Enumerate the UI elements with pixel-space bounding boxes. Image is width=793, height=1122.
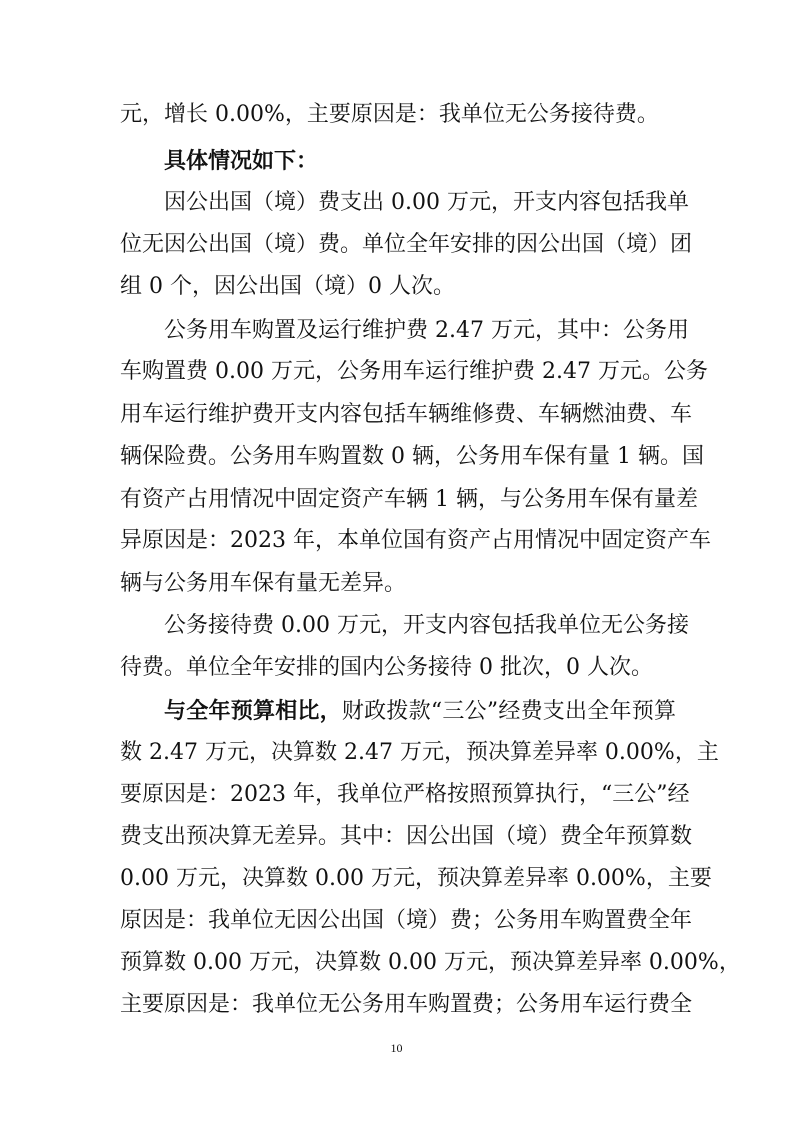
text-line: 辆保险费。公务用车购置数 0 辆，公务用车保有量 1 辆。国 [120,444,704,469]
text-line [164,696,676,726]
text-line: 数 2.47 万元，决算数 2.47 万元，预决算差异率 0.00%，主 [120,740,719,765]
section-heading [164,146,676,176]
text-line: 位无因公出国（境）费。单位全年安排的因公出国（境）团 [120,232,693,257]
text-line: 要原因是：2023 年，我单位严格按照预算执行，“三公”经 [120,782,690,807]
bold-lead-text: 与全年预算相比， [164,698,342,724]
text-line: 主要原因是：我单位无公务用车购置费；公务用车运行费全 [120,992,693,1017]
text-line: 组 0 个，因公出国（境）0 人次。 [120,274,455,299]
text-line: 待费。单位全年安排的国内公务接待 0 批次，0 人次。 [120,655,653,680]
text-line: 原因是：我单位无因公出国（境）费；公务用车购置费全年 [120,908,693,933]
text-span: 财政拨款“三公”经费支出全年预算 [341,699,676,724]
heading-text: 具体情况如下： [164,148,319,174]
text-line: 公务接待费 0.00 万元，开支内容包括我单位无公务接 [164,613,689,638]
text-line: 元，增长 0.00%，主要原因是：我单位无公务接待费。 [120,102,659,127]
text-line: 用车运行维护费开支内容包括车辆维修费、车辆燃油费、车 [120,402,693,427]
text-line: 0.00 万元，决算数 0.00 万元，预决算差异率 0.00%，主要 [120,866,712,891]
text-line: 异原因是：2023 年，本单位国有资产占用情况中固定资产车 [120,528,711,553]
text-line: 费支出预决算无差异。其中：因公出国（境）费全年预算数 [120,824,693,849]
text-line: 公务用车购置及运行维护费 2.47 万元，其中：公务用 [164,318,689,343]
text-line: 辆与公务用车保有量无差异。 [120,571,407,596]
page-number: 10 [390,1041,403,1055]
text-line: 车购置费 0.00 万元，公务用车运行维护费 2.47 万元。公务 [120,359,708,384]
text-line: 预算数 0.00 万元，决算数 0.00 万元，预决算差异率 0.00%， [120,950,741,975]
text-line: 因公出国（境）费支出 0.00 万元，开支内容包括我单 [164,190,689,215]
text-line: 有资产占用情况中固定资产车辆 1 辆，与公务用车保有量差 [120,487,698,512]
